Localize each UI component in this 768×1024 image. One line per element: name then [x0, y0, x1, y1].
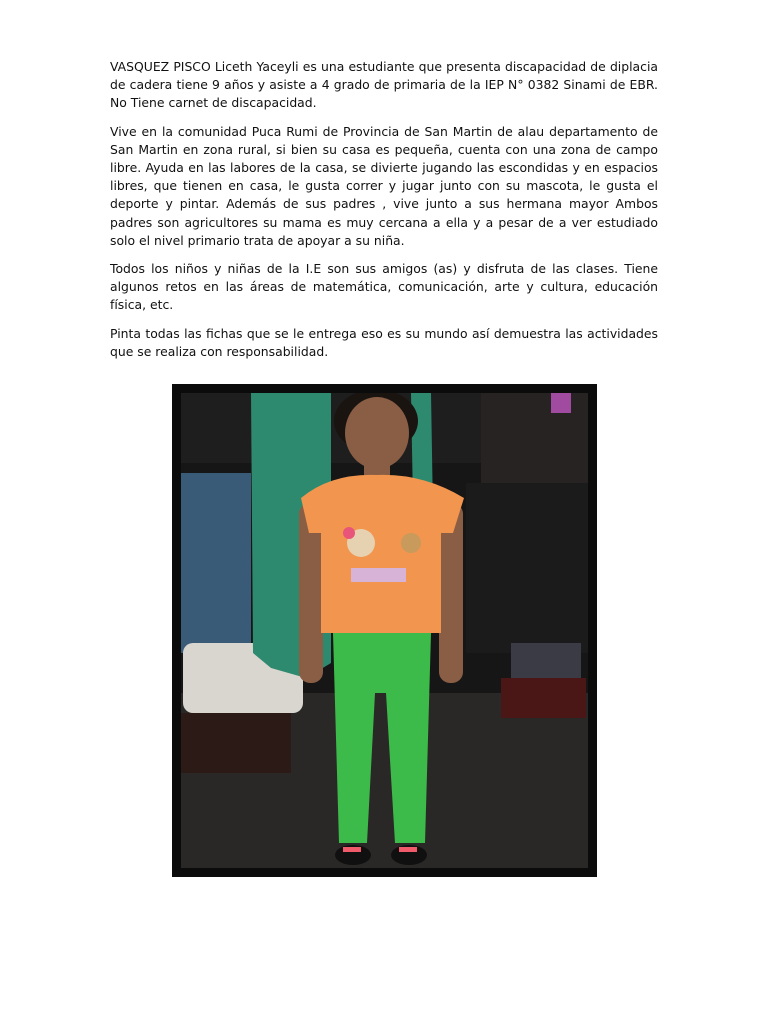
- paragraph-school-life: Todos los niños y niñas de la I.E son sus amigos (as) y disfruta de las clases. Tiene algunos retos en las áreas de matemática, comunicación, arte y cultura, educación física, etc.: [110, 261, 658, 313]
- body-text: [110, 58, 658, 371]
- photo-illustration: [181, 393, 588, 868]
- paragraph-activities: Pinta todas las fichas que se le entrega eso es su mundo así demuestra las actividades que se realiza con responsabilidad.: [110, 325, 658, 359]
- photo-image: [181, 393, 588, 868]
- paragraph-student-profile: VASQUEZ PISCO Liceth Yaceyli es una estudiante que presenta discapacidad de diplacia de cadera tiene 9 años y asiste a 4 grado de primaria de la IEP N° 0382 Sinami de EBR. No Tiene carnet de discapacidad.: [110, 59, 658, 111]
- paragraph-home-life: Vive en la comunidad Puca Rumi de Provincia de San Martin de alau departamento de San Martin en zona rural, si bien su casa es pequeña, cuenta con una zona de campo libre. Ayuda en las labores de la casa, se divierte jugando las escondidas y en espacios libres, que tienen en casa, le gusta correr y jugar junto con su mascota, le gusta el deporte y pintar. Además de sus padres , vive junto a sus hermana mayor Ambos padres son agricultores su mama es muy cercana a ella y a pesar de a ver estudiado solo el nivel primario trata de apoyar a su niña.: [110, 123, 658, 248]
- student-photo: [172, 384, 597, 877]
